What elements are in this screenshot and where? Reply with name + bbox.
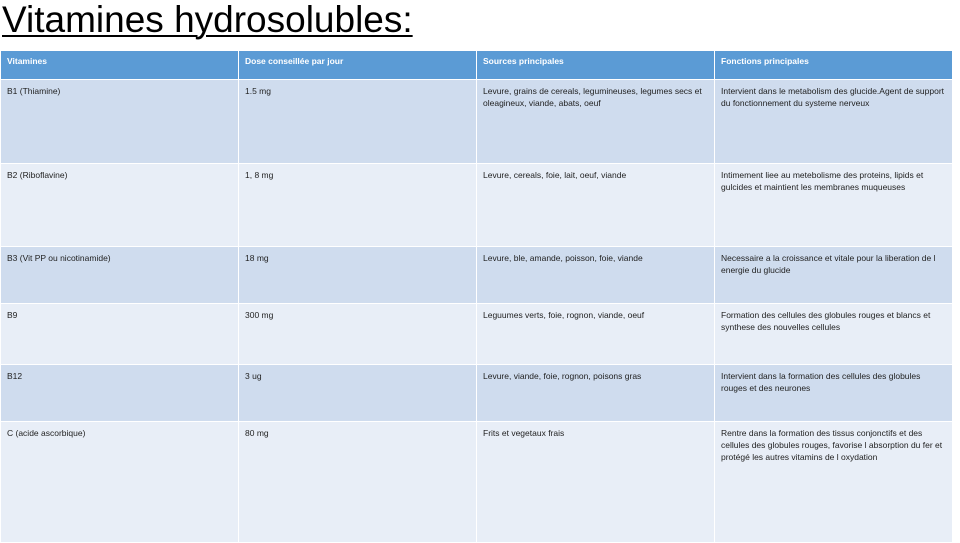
cell-functions: Necessaire a la croissance et vitale pour la liberation de l energie du glucide [715,247,953,304]
cell-functions: Formation des cellules des globules rouges et blancs et synthese des nouvelles cellules [715,304,953,365]
table-row [1,365,953,422]
cell-vitamin: B1 (Thiamine) [1,80,239,164]
cell-functions: Intervient dans la formation des cellules des globules rouges et des neurones [715,365,953,422]
table-row [1,422,953,543]
cell-functions: Intervient dans le metabolism des glucide.Agent de support du fonctionnement du systeme nerveux [715,80,953,164]
table-row [1,164,953,247]
cell-sources: Frits et vegetaux frais [477,422,715,543]
cell-dose: 3 ug [239,365,477,422]
cell-sources: Levure, ble, amande, poisson, foie, viande [477,247,715,304]
cell-dose: 1, 8 mg [239,164,477,247]
cell-sources: Levure, grains de cereals, legumineuses, legumes secs et oleagineux, viande, abats, oeuf [477,80,715,164]
table-row [1,304,953,365]
cell-dose: 1.5 mg [239,80,477,164]
table-row [1,247,953,304]
cell-vitamin: B3 (Vit PP ou nicotinamide) [1,247,239,304]
cell-sources: Levure, viande, foie, rognon, poisons gras [477,365,715,422]
cell-dose: 300 mg [239,304,477,365]
header-dose: Dose conseillée par jour [239,51,477,80]
cell-functions: Intimement liee au metebolisme des proteins, lipids et gulcides et maintient les membranes muqueuses [715,164,953,247]
header-fonctions: Fonctions principales [715,51,953,80]
page-title: Vitamines hydrosolubles: [2,0,413,40]
cell-vitamin: C (acide ascorbique) [1,422,239,543]
cell-sources: Leguumes verts, foie, rognon, viande, oeuf [477,304,715,365]
vitamins-table [0,50,953,543]
cell-vitamin: B9 [1,304,239,365]
cell-functions: Rentre dans la formation des tissus conjonctifs et des cellules des globules rouges, favorise l absorption du fer et protégé les autres vitamins de l oxydation [715,422,953,543]
cell-dose: 18 mg [239,247,477,304]
table-row [1,80,953,164]
cell-vitamin: B2 (Riboflavine) [1,164,239,247]
cell-sources: Levure, cereals, foie, lait, oeuf, viande [477,164,715,247]
header-vitamines: Vitamines [1,51,239,80]
table-header-row [1,51,953,80]
cell-dose: 80 mg [239,422,477,543]
cell-vitamin: B12 [1,365,239,422]
header-sources: Sources principales [477,51,715,80]
